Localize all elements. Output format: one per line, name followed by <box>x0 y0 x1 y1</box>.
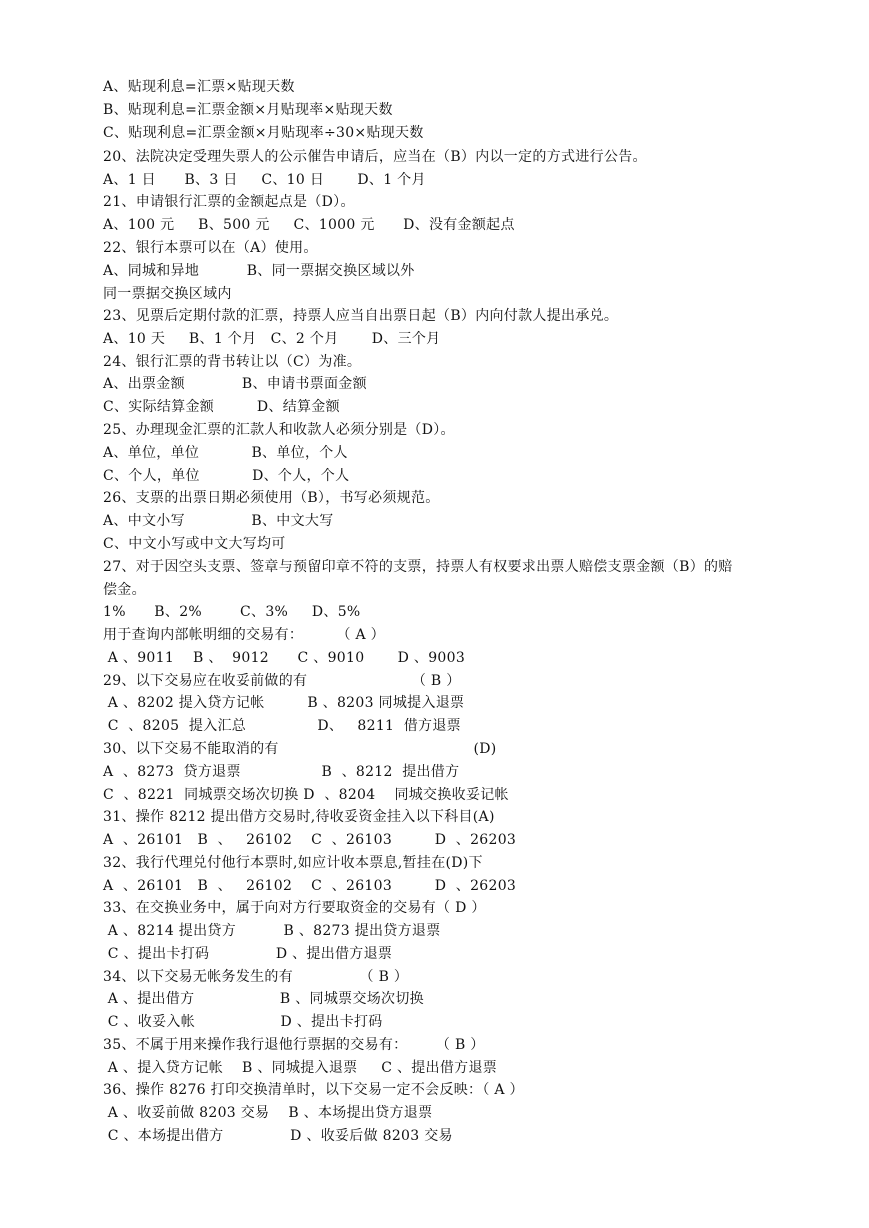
text-line: A 、8214 提出贷方 B 、8273 提出贷方退票 <box>103 923 441 939</box>
text-line: 偿金。 <box>103 582 146 598</box>
text-line: A、100 元 B、500 元 C、1000 元 D、没有金额起点 <box>103 217 515 233</box>
text-line: 24、银行汇票的背书转让以（C）为准。 <box>103 354 362 370</box>
text-line: C 、本场提出借方 D 、收妥后做 8203 交易 <box>103 1128 453 1144</box>
text-line: 21、申请银行汇票的金额起点是（D）。 <box>103 194 355 210</box>
text-line: 34、以下交易无帐务发生的有 （ B ） <box>103 969 409 985</box>
text-line: 29、以下交易应在收妥前做的有 （ B ） <box>103 673 461 689</box>
text-line: A 、26101 B 、 26102 C 、26103 D 、26203 <box>103 878 517 894</box>
text-line: 30、以下交易不能取消的有 (D) <box>103 741 497 757</box>
text-line: A 、收妥前做 8203 交易 B 、本场提出贷方退票 <box>103 1105 433 1121</box>
text-line: A 、26101 B 、 26102 C 、26103 D 、26203 <box>103 832 517 848</box>
text-line: 26、支票的出票日期必须使用（B），书写必须规范。 <box>103 490 440 506</box>
text-line: B、贴现利息=汇票金额×月贴现率×贴现天数 <box>103 102 393 118</box>
text-line: C、贴现利息=汇票金额×月贴现率÷30×贴现天数 <box>103 125 424 141</box>
text-line: 20、法院决定受理失票人的公示催告申请后，应当在（B）内以一定的方式进行公告。 <box>103 149 647 165</box>
text-line: A、10 天 B、1 个月 C、2 个月 D、三个月 <box>103 331 441 347</box>
text-line: C 、8221 同城票交场次切换 D 、8204 同城交换收妥记帐 <box>103 787 509 803</box>
text-line: A 、8202 提入贷方记帐 B 、8203 同城提入退票 <box>103 695 465 711</box>
text-line: C 、8205 提入汇总 D、 8211 借方退票 <box>103 718 461 734</box>
text-line: 36、操作 8276 打印交换清单时，以下交易一定不会反映：（ A ） <box>103 1082 524 1098</box>
text-line: A、中文小写 B、中文大写 <box>103 513 334 529</box>
text-line: 用于查询内部帐明细的交易有： （ A ） <box>103 627 385 643</box>
text-line: A、单位，单位 B、单位，个人 <box>103 445 348 461</box>
text-line: A、同城和异地 B、同一票据交换区域以外 <box>103 263 415 279</box>
text-line: A、1 日 B、3 日 C、10 日 D、1 个月 <box>103 172 426 188</box>
text-line: A 、9011 B 、 9012 C 、9010 D 、9003 <box>103 650 466 666</box>
text-line: 1% B、2% C、3% D、5% <box>103 604 361 620</box>
text-line: C 、提出卡打码 D 、提出借方退票 <box>103 946 393 962</box>
text-line: 32、我行代理兑付他行本票时,如应计收本票息,暂挂在(D)下 <box>103 855 483 871</box>
text-line: A 、提入贷方记帐 B 、同城提入退票 C 、提出借方退票 <box>103 1060 498 1076</box>
text-line: C、个人，单位 D、个人，个人 <box>103 468 350 484</box>
text-line: A、贴现利息=汇票×贴现天数 <box>103 79 295 95</box>
text-line: 27、对于因空头支票、签章与预留印章不符的支票，持票人有权要求出票人赔偿支票金额（B）的赔 <box>103 559 733 575</box>
text-line: 33、在交换业务中，属于向对方行要取资金的交易有（ D ） <box>103 900 486 916</box>
text-line: 同一票据交换区域内 <box>103 286 232 302</box>
text-line: C、实际结算金额 D、结算金额 <box>103 399 340 415</box>
text-line: 31、操作 8212 提出借方交易时,待收妥资金挂入以下科目(A) <box>103 809 495 825</box>
text-line: 35、不属于用来操作我行退他行票据的交易有： （ B ） <box>103 1037 485 1053</box>
text-line: 23、见票后定期付款的汇票，持票人应当自出票日起（B）内向付款人提出承兑。 <box>103 308 619 324</box>
text-line: 22、银行本票可以在（A）使用。 <box>103 240 318 256</box>
text-line: C、中文小写或中文大写均可 <box>103 536 286 552</box>
text-line: A 、提出借方 B 、同城票交场次切换 <box>103 991 424 1007</box>
text-line: A 、8273 贷方退票 B 、8212 提出借方 <box>103 764 460 780</box>
text-line: A、出票金额 B、申请书票面金额 <box>103 376 367 392</box>
text-line: 25、办理现金汇票的汇款人和收款人必须分别是（D）。 <box>103 422 455 438</box>
text-line: C 、收妥入帐 D 、提出卡打码 <box>103 1014 383 1030</box>
